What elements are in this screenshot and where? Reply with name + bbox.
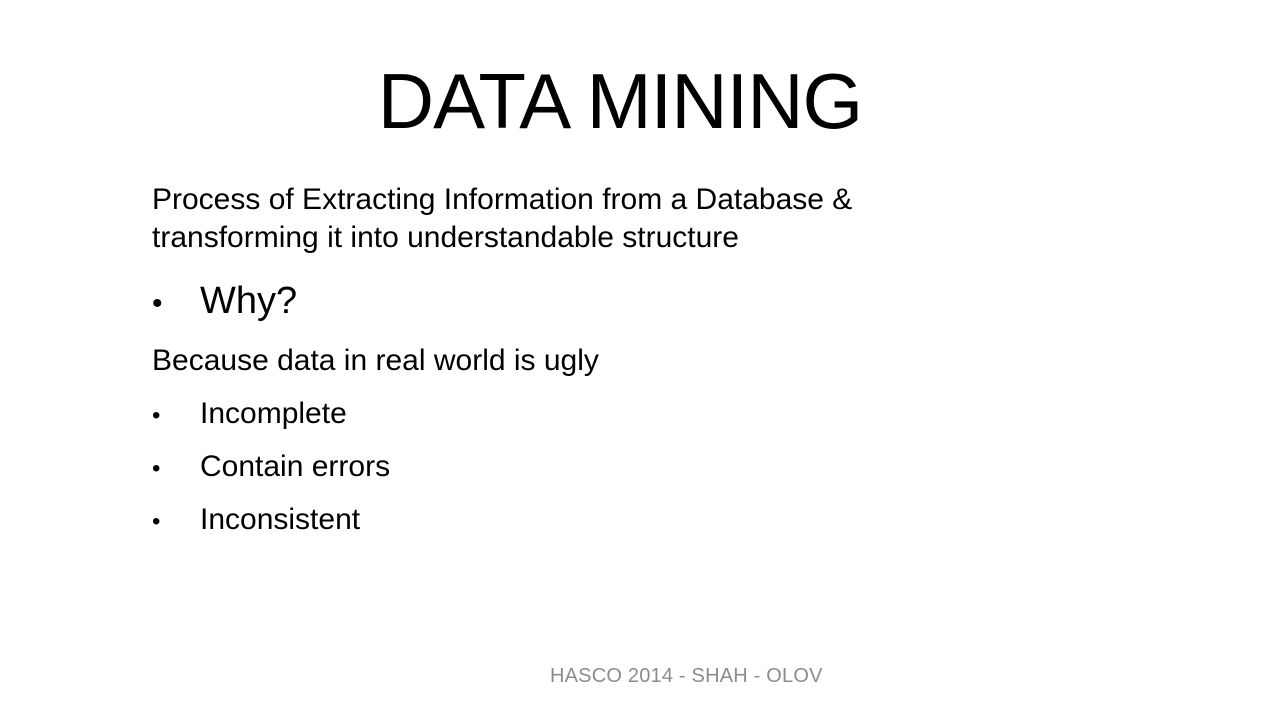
bullet-icon: • <box>152 287 163 320</box>
list-item <box>152 448 390 488</box>
why-label: Why? <box>200 280 298 322</box>
reason-label: Incomplete <box>200 397 347 430</box>
reason-label: Contain errors <box>200 450 391 483</box>
because-text: Because data in real world is ugly <box>152 344 599 377</box>
definition-text: Process of Extracting Information from a Database & transforming it into understandable structure <box>152 183 853 254</box>
why-bullet <box>152 278 297 327</box>
bullet-icon: • <box>152 508 161 535</box>
bullet-icon: • <box>152 402 161 429</box>
slide-title: DATA MINING <box>377 57 863 145</box>
list-item <box>152 501 360 541</box>
bullet-icon: • <box>152 455 161 482</box>
list-item <box>152 395 347 435</box>
reason-label: Inconsistent <box>200 503 361 536</box>
slide-footer: HASCO 2014 - SHAH - OLOV <box>550 665 823 687</box>
